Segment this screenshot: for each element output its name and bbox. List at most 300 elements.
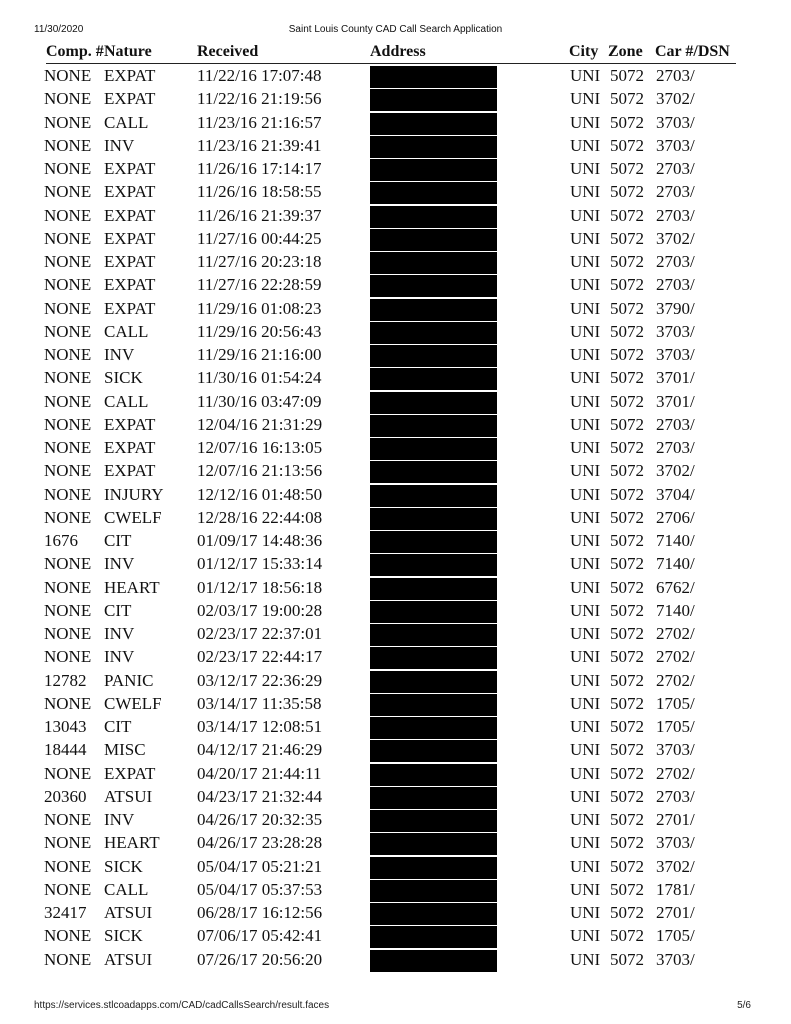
city: UNI [570,135,601,155]
car-dsn: 3790/ [656,298,695,318]
nature: HEART [104,833,160,853]
comp-number: NONE [44,624,92,643]
city: UNI [570,949,601,969]
nature: EXPAT [104,414,156,434]
table-row [0,577,791,600]
car-dsn: 2702/ [656,624,695,643]
zone: 5072 [610,159,644,178]
comp-number: NONE [44,298,92,318]
table-row [0,856,791,879]
address-redacted [370,810,497,832]
received: 11/29/16 20:56:43 [197,321,322,341]
address-redacted [370,880,497,902]
zone: 5072 [610,810,644,829]
nature: SICK [104,856,143,876]
zone: 5072 [610,786,644,806]
city: UNI [570,298,601,318]
received: 03/14/17 12:08:51 [197,717,323,736]
city: UNI [570,112,601,132]
city: UNI [570,810,601,829]
city: UNI [570,461,601,481]
table-row [0,484,791,507]
car-dsn: 1781/ [656,879,695,899]
city: UNI [570,507,601,527]
comp-number: NONE [44,414,92,434]
zone: 5072 [610,740,644,760]
city: UNI [570,89,601,109]
car-dsn: 3703/ [656,949,695,969]
nature: INV [104,135,135,155]
zone: 5072 [610,624,644,643]
car-dsn: 2703/ [656,252,695,271]
comp-number: 18444 [44,740,87,760]
city: UNI [570,414,601,434]
car-dsn: 2703/ [656,414,695,434]
received: 12/07/16 16:13:05 [197,438,323,457]
city: UNI [570,856,601,876]
nature: ATSUI [104,903,153,922]
table-row [0,158,791,181]
car-dsn: 2702/ [656,670,695,690]
nature: EXPAT [104,252,156,271]
received: 11/27/16 00:44:25 [197,228,322,248]
received: 12/12/16 01:48:50 [197,484,323,504]
zone: 5072 [610,856,644,876]
nature: EXPAT [104,182,156,202]
nature: CALL [104,391,149,411]
comp-number: 32417 [44,903,87,922]
zone: 5072 [610,135,644,155]
comp-number: 20360 [44,786,87,806]
received: 01/12/17 15:33:14 [197,554,323,574]
nature: INV [104,647,135,667]
city: UNI [570,391,601,411]
car-dsn: 2703/ [656,205,695,225]
car-dsn: 3703/ [656,345,695,364]
address-redacted [370,66,497,88]
comp-number: NONE [44,810,92,829]
table-row [0,251,791,274]
car-dsn: 2703/ [656,438,695,457]
city: UNI [570,205,601,225]
car-dsn: 2703/ [656,786,695,806]
car-dsn: 7140/ [656,600,695,620]
comp-number: NONE [44,66,92,85]
city: UNI [570,531,601,550]
address-redacted [370,159,497,181]
table-row [0,925,791,948]
nature: CALL [104,112,149,132]
city: UNI [570,368,601,388]
nature: MISC [104,740,146,760]
zone: 5072 [610,321,644,341]
table-row [0,298,791,321]
car-dsn: 2706/ [656,507,695,527]
car-dsn: 2703/ [656,66,695,85]
nature: EXPAT [104,763,156,783]
city: UNI [570,438,601,457]
city: UNI [570,182,601,202]
received: 12/28/16 22:44:08 [197,507,323,527]
received: 11/30/16 03:47:09 [197,391,322,411]
zone: 5072 [610,391,644,411]
car-dsn: 3702/ [656,228,695,248]
zone: 5072 [610,275,644,295]
received: 07/06/17 05:42:41 [197,926,323,946]
comp-number: NONE [44,135,92,155]
nature: INV [104,810,135,829]
col-nature: Nature [104,43,152,60]
nature: INV [104,624,135,643]
received: 03/12/17 22:36:29 [197,670,323,690]
received: 04/20/17 21:44:11 [197,763,322,783]
nature: CWELF [104,693,162,713]
car-dsn: 2703/ [656,275,695,295]
table-row [0,65,791,88]
table-row [0,670,791,693]
received: 11/26/16 18:58:55 [197,182,322,202]
received: 11/22/16 21:19:56 [197,89,322,109]
city: UNI [570,833,601,853]
car-dsn: 1705/ [656,717,695,736]
comp-number: NONE [44,554,92,574]
table-row [0,879,791,902]
received: 11/29/16 21:16:00 [197,345,322,364]
comp-number: NONE [44,856,92,876]
address-redacted [370,926,497,948]
received: 11/22/16 17:07:48 [197,66,322,85]
nature: EXPAT [104,438,156,457]
comp-number: NONE [44,600,92,620]
table-row [0,832,791,855]
received: 12/04/16 21:31:29 [197,414,323,434]
nature: EXPAT [104,461,156,481]
city: UNI [570,321,601,341]
zone: 5072 [610,577,644,597]
nature: CIT [104,717,132,736]
comp-number: NONE [44,345,92,364]
address-redacted [370,740,497,762]
received: 07/26/17 20:56:20 [197,949,323,969]
address-redacted [370,764,497,786]
nature: INV [104,554,135,574]
received: 11/26/16 21:39:37 [197,205,322,225]
table-row [0,228,791,251]
car-dsn: 3701/ [656,391,695,411]
received: 04/26/17 20:32:35 [197,810,323,829]
comp-number: 1676 [44,531,78,550]
zone: 5072 [610,647,644,667]
table-row [0,437,791,460]
table-row [0,902,791,925]
zone: 5072 [610,182,644,202]
table-row [0,460,791,483]
city: UNI [570,786,601,806]
city: UNI [570,693,601,713]
table-row [0,646,791,669]
received: 04/26/17 23:28:28 [197,833,323,853]
comp-number: NONE [44,763,92,783]
address-redacted [370,182,497,204]
car-dsn: 2703/ [656,182,695,202]
comp-number: NONE [44,693,92,713]
car-dsn: 2701/ [656,810,695,829]
table-row [0,135,791,158]
nature: INV [104,345,135,364]
zone: 5072 [610,228,644,248]
address-redacted [370,113,497,135]
address-redacted [370,299,497,321]
table-row [0,344,791,367]
city: UNI [570,763,601,783]
address-redacted [370,694,497,716]
city: UNI [570,600,601,620]
address-redacted [370,903,497,925]
zone: 5072 [610,600,644,620]
city: UNI [570,903,601,922]
comp-number: 13043 [44,717,87,736]
city: UNI [570,577,601,597]
zone: 5072 [610,368,644,388]
nature: INJURY [104,484,164,504]
zone: 5072 [610,298,644,318]
car-dsn: 6762/ [656,577,695,597]
address-redacted [370,392,497,414]
city: UNI [570,670,601,690]
table-row [0,949,791,972]
city: UNI [570,647,601,667]
address-redacted [370,857,497,879]
col-received: Received [197,43,259,60]
car-dsn: 3701/ [656,368,695,388]
car-dsn: 2701/ [656,903,695,922]
address-redacted [370,229,497,251]
page-title: Saint Louis County CAD Call Search Application [288,24,503,35]
comp-number: NONE [44,577,92,597]
zone: 5072 [610,507,644,527]
comp-number: NONE [44,228,92,248]
table-row [0,763,791,786]
nature: CIT [104,600,132,620]
comp-number: NONE [44,484,92,504]
table-row [0,367,791,390]
comp-number: NONE [44,321,92,341]
car-dsn: 2703/ [656,159,695,178]
nature: EXPAT [104,298,156,318]
car-dsn: 3703/ [656,321,695,341]
zone: 5072 [610,345,644,364]
received: 11/23/16 21:16:57 [197,112,322,132]
car-dsn: 7140/ [656,554,695,574]
nature: CIT [104,531,132,550]
received: 12/07/16 21:13:56 [197,461,323,481]
address-redacted [370,554,497,576]
address-redacted [370,461,497,483]
received: 06/28/17 16:12:56 [197,903,323,922]
nature: EXPAT [104,66,156,85]
nature: PANIC [104,670,154,690]
col-zone: Zone [608,43,643,60]
address-redacted [370,787,497,809]
comp-number: NONE [44,833,92,853]
received: 01/12/17 18:56:18 [197,577,323,597]
comp-number: NONE [44,368,92,388]
address-redacted [370,531,497,553]
car-dsn: 3702/ [656,856,695,876]
zone: 5072 [610,205,644,225]
zone: 5072 [610,903,644,922]
address-redacted [370,717,497,739]
received: 05/04/17 05:37:53 [197,879,323,899]
table-row [0,205,791,228]
table-row [0,809,791,832]
address-redacted [370,415,497,437]
zone: 5072 [610,531,644,550]
nature: ATSUI [104,949,153,969]
city: UNI [570,228,601,248]
footer-url: https://services.stlcoadapps.com/CAD/cadCallsSearch/result.faces [34,1000,330,1011]
zone: 5072 [610,717,644,736]
address-redacted [370,485,497,507]
comp-number: NONE [44,438,92,457]
car-dsn: 2702/ [656,763,695,783]
address-redacted [370,368,497,390]
comp-number: NONE [44,507,92,527]
address-redacted [370,206,497,228]
received: 01/09/17 14:48:36 [197,531,323,550]
table-row [0,88,791,111]
address-redacted [370,136,497,158]
city: UNI [570,879,601,899]
table-row [0,623,791,646]
car-dsn: 3703/ [656,833,695,853]
car-dsn: 3703/ [656,112,695,132]
zone: 5072 [610,879,644,899]
zone: 5072 [610,438,644,457]
comp-number: NONE [44,647,92,667]
address-redacted [370,671,497,693]
received: 11/27/16 22:28:59 [197,275,322,295]
nature: SICK [104,368,143,388]
car-dsn: 2702/ [656,647,695,667]
received: 04/12/17 21:46:29 [197,740,323,760]
nature: EXPAT [104,228,156,248]
address-redacted [370,508,497,530]
table-row [0,112,791,135]
comp-number: 12782 [44,670,87,690]
print-date: 11/30/2020 [34,24,84,35]
table-row [0,181,791,204]
car-dsn: 3702/ [656,461,695,481]
car-dsn: 1705/ [656,926,695,946]
received: 04/23/17 21:32:44 [197,786,323,806]
comp-number: NONE [44,205,92,225]
address-redacted [370,322,497,344]
city: UNI [570,159,601,178]
received: 11/30/16 01:54:24 [197,368,322,388]
zone: 5072 [610,693,644,713]
car-dsn: 3703/ [656,740,695,760]
nature: ATSUI [104,786,153,806]
col-comp-number: Comp. # [46,43,104,60]
col-address: Address [370,43,426,60]
nature: EXPAT [104,275,156,295]
nature: CWELF [104,507,162,527]
city: UNI [570,484,601,504]
table-row [0,553,791,576]
zone: 5072 [610,833,644,853]
received: 05/04/17 05:21:21 [197,856,323,876]
address-redacted [370,252,497,274]
comp-number: NONE [44,182,92,202]
comp-number: NONE [44,159,92,178]
city: UNI [570,66,601,85]
table-row [0,693,791,716]
comp-number: NONE [44,112,92,132]
address-redacted [370,578,497,600]
address-redacted [370,950,497,972]
table-row [0,274,791,297]
city: UNI [570,252,601,271]
table-row [0,530,791,553]
address-redacted [370,833,497,855]
table-row [0,414,791,437]
car-dsn: 1705/ [656,693,695,713]
zone: 5072 [610,763,644,783]
car-dsn: 3704/ [656,484,695,504]
table-row [0,507,791,530]
address-redacted [370,438,497,460]
city: UNI [570,717,601,736]
table-header [46,43,736,64]
nature: EXPAT [104,205,156,225]
comp-number: NONE [44,926,92,946]
comp-number: NONE [44,252,92,271]
address-redacted [370,647,497,669]
city: UNI [570,345,601,364]
table-row [0,321,791,344]
nature: CALL [104,879,149,899]
zone: 5072 [610,670,644,690]
table-row [0,600,791,623]
city: UNI [570,740,601,760]
zone: 5072 [610,112,644,132]
zone: 5072 [610,949,644,969]
table-row [0,716,791,739]
zone: 5072 [610,461,644,481]
car-dsn: 7140/ [656,531,695,550]
comp-number: NONE [44,879,92,899]
nature: CALL [104,321,149,341]
received: 11/26/16 17:14:17 [197,159,322,178]
comp-number: NONE [44,275,92,295]
received: 11/23/16 21:39:41 [197,135,322,155]
zone: 5072 [610,484,644,504]
received: 11/27/16 20:23:18 [197,252,322,271]
table-row [0,786,791,809]
zone: 5072 [610,414,644,434]
nature: HEART [104,577,160,597]
car-dsn: 3703/ [656,135,695,155]
table-row [0,739,791,762]
comp-number: NONE [44,461,92,481]
comp-number: NONE [44,391,92,411]
city: UNI [570,926,601,946]
received: 02/03/17 19:00:28 [197,600,323,620]
address-redacted [370,624,497,646]
col-city: City [569,43,599,60]
received: 02/23/17 22:37:01 [197,624,323,643]
